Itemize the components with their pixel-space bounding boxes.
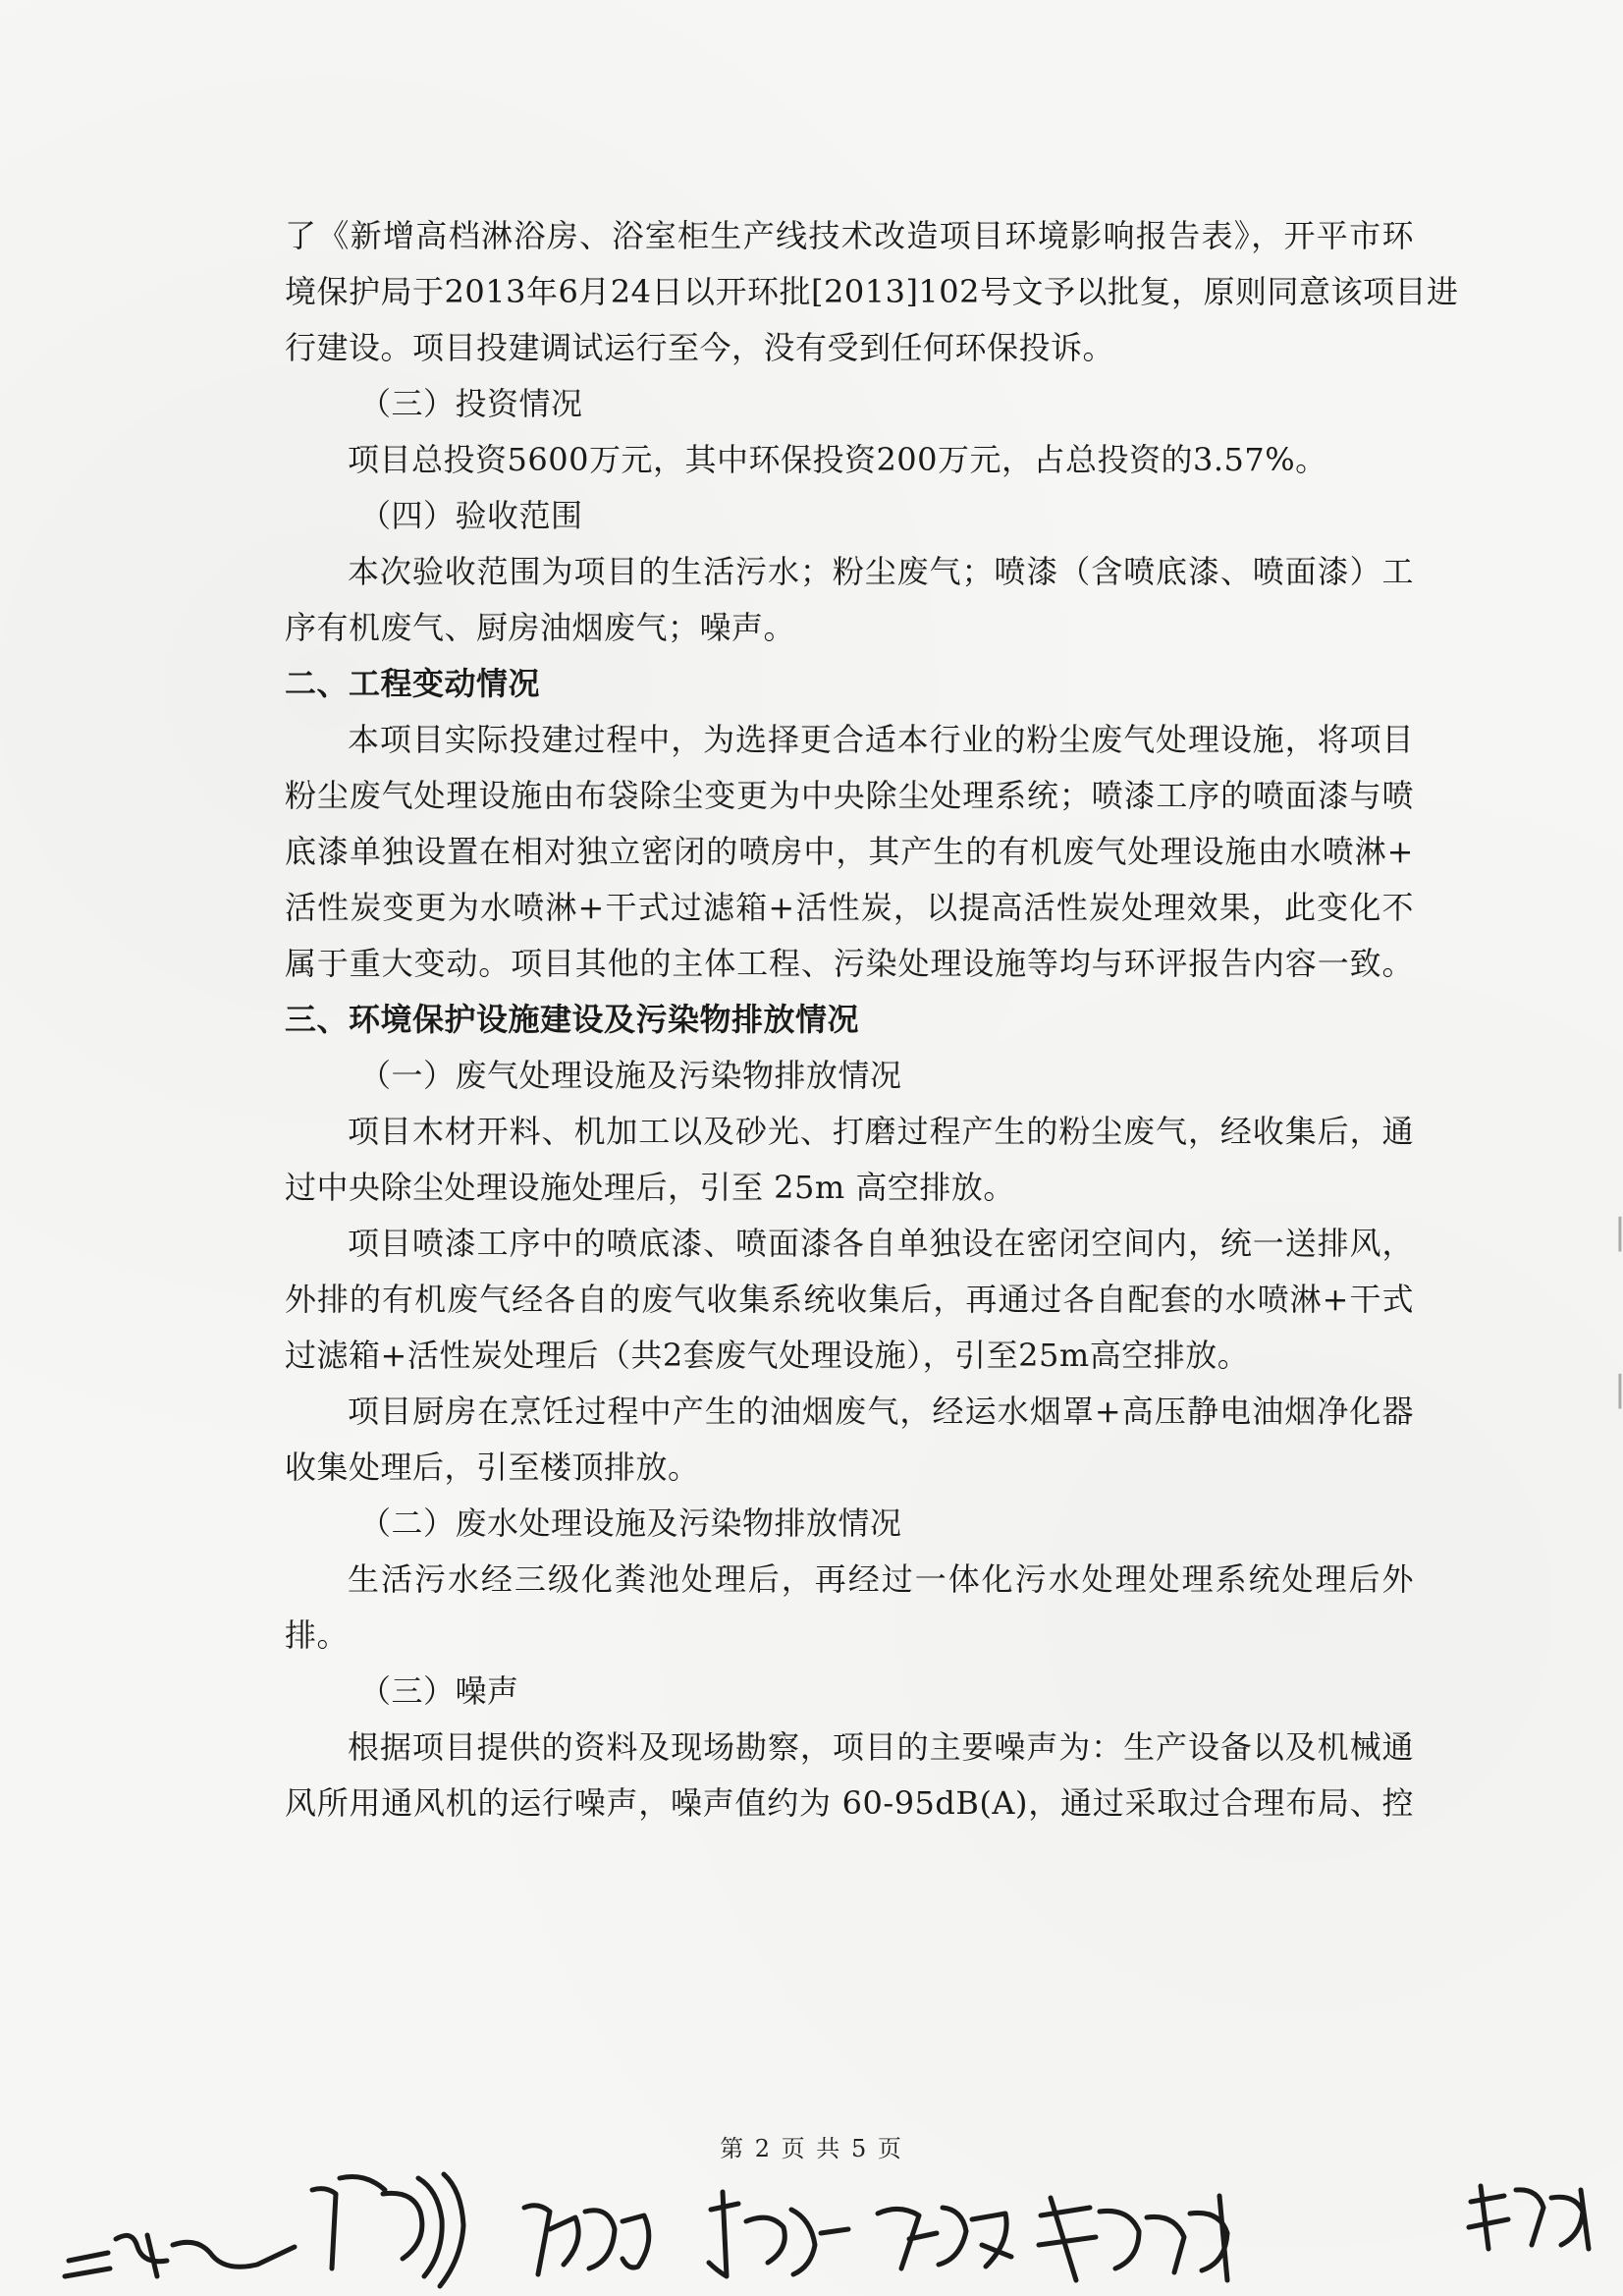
paragraph-kitchen (285, 1384, 1414, 1496)
section-heading-wastewater: （二）废水处理设施及污染物排放情况 (359, 1504, 902, 1542)
text-line: 外排的有机废气经各自的废气收集系统收集后，再通过各自配套的水喷淋+干式 (285, 1281, 1414, 1318)
text-line: 本项目实际投建过程中，为选择更合适本行业的粉尘废气处理设施，将项目 (348, 721, 1414, 758)
signature-7 (1469, 2186, 1589, 2249)
paragraph-dust (285, 1104, 1414, 1216)
text-line: 了《新增高档淋浴房、浴室柜生产线技术改造项目环境影响报告表》，开平市环 (285, 217, 1414, 254)
section-heading-noise: （三）噪声 (359, 1672, 519, 1710)
text-line: 底漆单独设置在相对独立密闭的喷房中，其产生的有机废气处理设施由水喷淋+ (285, 833, 1414, 870)
text-line: 属于重大变动。项目其他的主体工程、污染处理设施等均与环评报告内容一致。 (285, 945, 1414, 982)
text-line: 排。 (285, 1616, 350, 1654)
text-line: 活性炭变更为水喷淋+干式过滤箱+活性炭，以提高活性炭处理效果，此变化不 (285, 889, 1414, 926)
signature-2 (312, 2174, 463, 2286)
section-heading-scope: （四）验收范围 (359, 497, 583, 534)
signature-5 (878, 2208, 1011, 2269)
text-line: 序有机废气、厨房油烟废气；噪声。 (285, 609, 796, 646)
text-line: 行建设。项目投建调试运行至今，没有受到任何环保投诉。 (285, 329, 1115, 366)
text-line: 收集处理后，引至楼顶排放。 (285, 1449, 700, 1486)
paragraph-changes (285, 712, 1414, 992)
text-line: 本次验收范围为项目的生活污水；粉尘废气；喷漆（含喷底漆、喷面漆）工 (348, 553, 1414, 590)
text-line: 生活污水经三级化粪池处理后，再经过一体化污水处理处理系统处理后外 (348, 1560, 1414, 1598)
edge-scan-mark: ▕ (1598, 1375, 1622, 1409)
section-heading-changes: 二、工程变动情况 (285, 665, 541, 702)
section-heading-investment: （三）投资情况 (359, 385, 583, 422)
signature-4 (709, 2192, 848, 2276)
paragraph-noise (285, 1720, 1414, 1831)
signature-3 (524, 2206, 649, 2274)
text-line: 境保护局于2013年6月24日以开环批[2013]102号文予以批复，原则同意该项目进 (285, 273, 1459, 310)
section-heading-exhaust: （一）废气处理设施及污染物排放情况 (359, 1057, 902, 1094)
text-line: 项目厨房在烹饪过程中产生的油烟废气，经运水烟罩+高压静电油烟净化器 (348, 1393, 1414, 1430)
paragraph-approval (285, 208, 1459, 376)
text-line: 根据项目提供的资料及现场勘察，项目的主要噪声为：生产设备以及机械通 (348, 1728, 1414, 1766)
paragraph-painting (285, 1216, 1414, 1384)
paragraph-scope (285, 544, 1414, 656)
text-line: 过中央除尘处理设施处理后，引至 25m 高空排放。 (285, 1169, 1015, 1206)
signature-6 (1039, 2196, 1227, 2280)
text-line: 风所用通风机的运行噪声，噪声值约为 60-95dB(A)，通过采取过合理布局、控 (285, 1784, 1414, 1822)
text-line: 过滤箱+活性炭处理后（共2套废气处理设施），引至25m高空排放。 (285, 1337, 1250, 1374)
signature-row (0, 2151, 1623, 2296)
text-line: 项目木材开料、机加工以及砂光、打磨过程产生的粉尘废气，经收集后，通 (348, 1113, 1414, 1150)
page-number: 第 2 页 共 5 页 (720, 2135, 903, 2162)
document-body (285, 208, 1459, 1831)
signature-1 (65, 2235, 295, 2276)
paragraph-investment: 项目总投资5600万元，其中环保投资200万元，占总投资的3.57%。 (348, 441, 1327, 478)
text-line: 粉尘废气处理设施由布袋除尘变更为中央除尘处理系统；喷漆工序的喷面漆与喷 (285, 777, 1414, 814)
text-line: 项目喷漆工序中的喷底漆、喷面漆各自单独设在密闭空间内，统一送排风， (348, 1225, 1414, 1262)
section-heading-environment: 三、环境保护设施建设及污染物排放情况 (285, 1001, 860, 1038)
edge-scan-mark: ▕ (1598, 1218, 1622, 1252)
paragraph-wastewater (285, 1552, 1414, 1664)
